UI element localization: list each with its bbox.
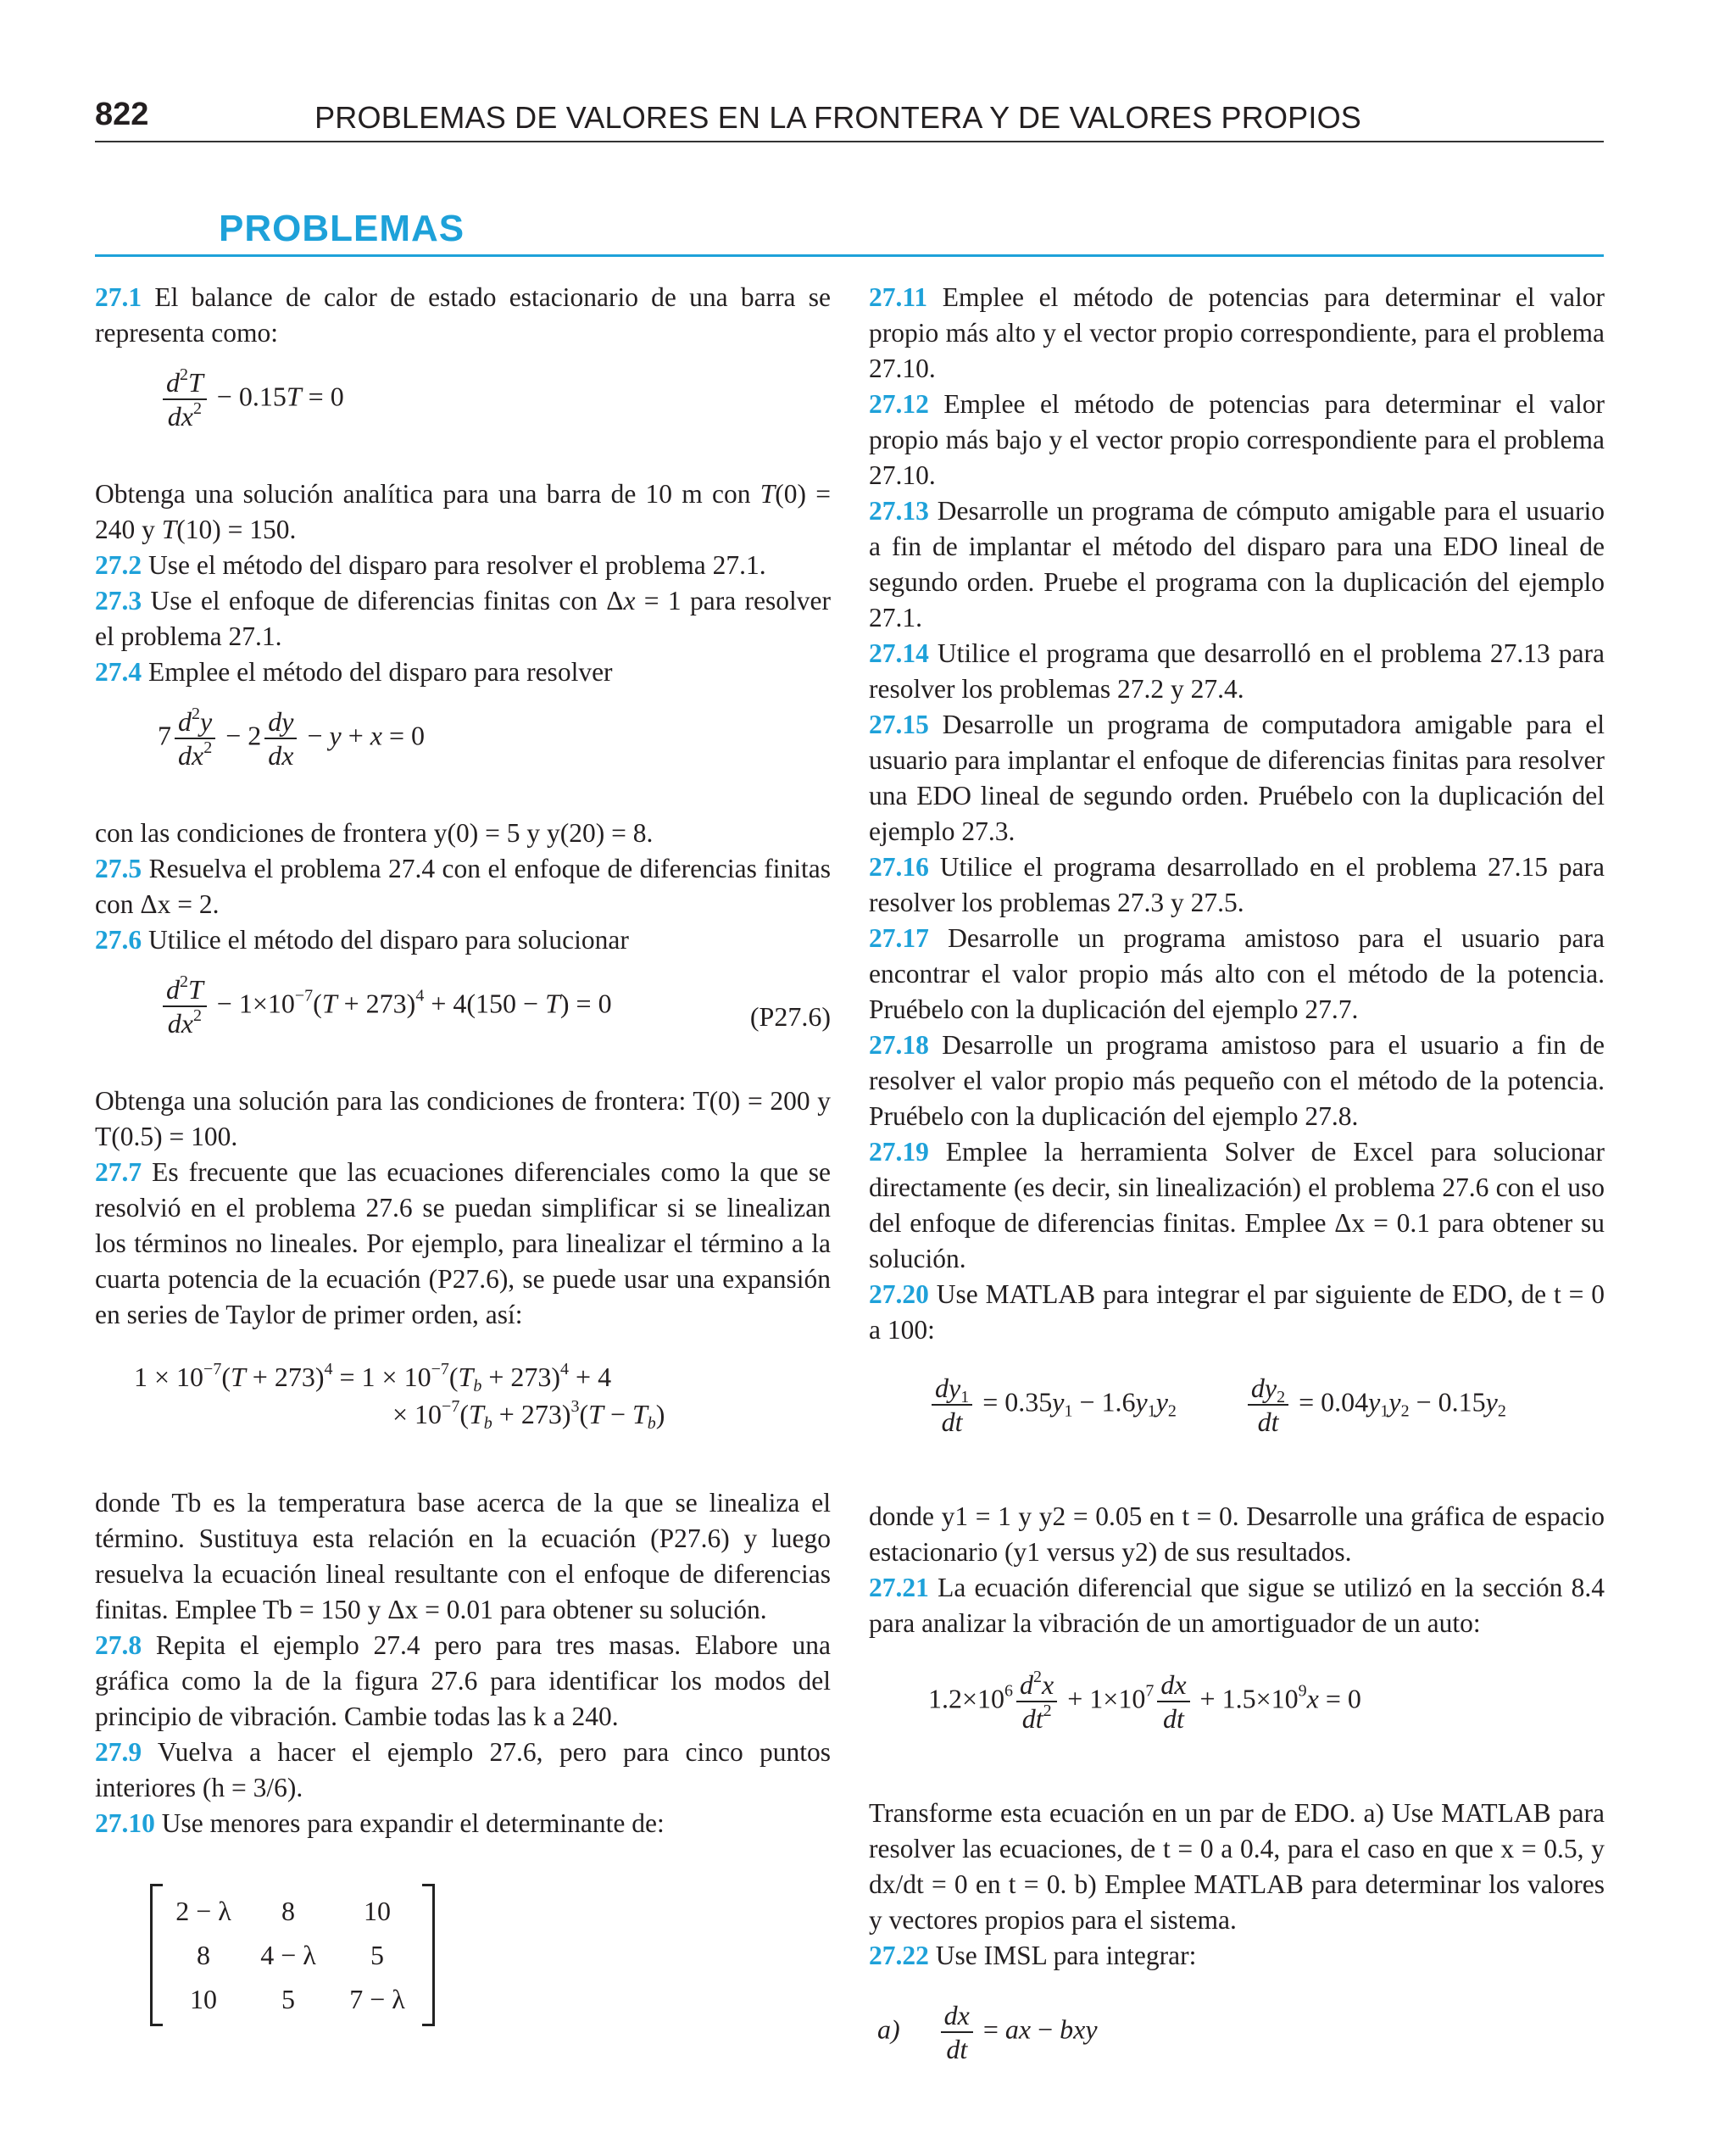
problem-27-6: 27.6 Utilice el método del disparo para solucionar	[95, 925, 629, 955]
equation-27-20: $\frac{dy_1}{dt}$ = $0.35y_1 - 1.6y_1y_2$ $\frac{dy_2}{dt}$ = $0.04y_1y_2 - 0.15y_2$	[869, 1348, 1605, 1499]
problem-27-6-cont: Obtenga una solución para las condiciones de frontera: T(0) = 200 y T(0.5) = 100.	[95, 1086, 831, 1151]
problem-27-4: 27.4 Emplee el método del disparo para resolver	[95, 657, 613, 687]
page-header	[95, 93, 1604, 142]
problem-27-7: 27.7 Es frecuente que las ecuaciones diferenciales como la que se resolvió en el problema 27.6 se puedan simplificar si se linealizan los términos no lineales. Por ejemplo, para linealizar el término a la cuarta potencia de la ecuación (P27.6), se puede usar una expansión en series de Taylor de primer orden, así:	[95, 1157, 831, 1329]
matrix-27-10	[95, 1841, 831, 2026]
problem-27-21: 27.21 La ecuación diferencial que sigue se utilizó en la sección 8.4 para analizar la vibración de un amortiguador de un auto:	[869, 1573, 1605, 1638]
right-column	[869, 280, 1605, 2065]
problem-27-19: 27.19 Emplee la herramienta Solver de Excel para solucionar directamente (es decir, sin linealización) el problema 27.6 con el uso del enfoque de diferencias finitas. Emplee Δx = 0.1 para obtener su solución.	[869, 1137, 1605, 1273]
problem-27-9: 27.9 Vuelva a hacer el ejemplo 27.6, pero para cinco puntos interiores (h = 3/6).	[95, 1737, 831, 1802]
problem-27-14: 27.14 Utilice el programa que desarrolló en el problema 27.13 para resolver los problemas 27.2 y 27.4.	[869, 638, 1605, 704]
problem-27-1-cont: Obtenga una solución analítica para una barra de 10 m con T(0) = 240 y T(10) = 150.	[95, 479, 831, 544]
problem-27-4-cont: con las condiciones de frontera y(0) = 5 y y(20) = 8.	[95, 818, 654, 848]
problem-27-10: 27.10 Use menores para expandir el determinante de:	[95, 1808, 665, 1838]
equation-27-22a: a) $\frac{dx}{dt}$ = ax − bxy	[877, 2000, 1098, 2064]
equation-27-21: $1.2\times 10^6$ $\frac{d^2x}{dt^2}$ + $1\times 10^7$ $\frac{dx}{dt}$ + $1.5\times 10^9x = 0$	[928, 1668, 1361, 1734]
equation-27-1: $\frac{d^2T}{dx^2}$ − 0.15T = 0	[95, 351, 831, 476]
problem-27-1: 27.1 El balance de calor de estado estacionario de una barra se representa como:	[95, 282, 831, 348]
problem-27-15: 27.15 Desarrolle un programa de computadora amigable para el usuario para implantar el enfoque de diferencias finitas para resolver una EDO lineal de segundo orden. Pruébelo con la duplicación del ejemplo 27.3.	[869, 710, 1605, 846]
problem-27-11: 27.11 Emplee el método de potencias para determinar el valor propio más alto y el vector propio correspondiente, para el problema 27.10.	[869, 282, 1605, 383]
problem-27-22: 27.22 Use IMSL para integrar:	[869, 1941, 1197, 1970]
problem-27-18: 27.18 Desarrolle un programa amistoso para el usuario a fin de resolver el valor propio más pequeño con el método de la potencia. Pruébelo con la duplicación del ejemplo 27.8.	[869, 1030, 1605, 1131]
problem-27-20: 27.20 Use MATLAB para integrar el par siguiente de EDO, de t = 0 a 100:	[869, 1279, 1605, 1345]
problem-27-17: 27.17 Desarrolle un programa amistoso para el usuario para encontrar el valor propio más alto con el método de la potencia. Pruébelo con la duplicación del ejemplo 27.7.	[869, 923, 1605, 1024]
equation-p27-6: $\frac{d^2T}{dx^2}$ − $1\times 10^{-7}(T + 273)^4 + 4(150 - T) = 0$ (P27.6)	[95, 958, 831, 1083]
problem-27-2: 27.2 Use el método del disparo para resolver el problema 27.1.	[95, 550, 766, 580]
left-column	[95, 280, 831, 2026]
equation-label: (P27.6)	[749, 1001, 831, 1032]
problem-27-20-cont: donde y1 = 1 y y2 = 0.05 en t = 0. Desarrolle una gráfica de espacio estacionario (y1 versus y2) de sus resultados.	[869, 1501, 1605, 1567]
equation-taylor: $1 \times 10^{-7}(T + 273)^4 = 1 \times 10^{-7}(T_b + 273)^4 + 4$ × $10^{-7}(T_b + 273)^3(T - T_b)$	[134, 1360, 665, 1433]
problem-27-8: 27.8 Repita el ejemplo 27.4 pero para tres masas. Elabore una gráfica como la de la figura 27.6 para identificar los modos del principio de vibración. Cambie todas las k a 240.	[95, 1630, 832, 1731]
running-title: PROBLEMAS DE VALORES EN LA FRONTERA Y DE VALORES PROPIOS	[314, 100, 1361, 135]
problem-27-5: 27.5 Resuelva el problema 27.4 con el enfoque de diferencias finitas con Δx = 2.	[95, 854, 832, 919]
problem-27-13: 27.13 Desarrolle un programa de cómputo amigable para el usuario a fin de implantar el método del disparo para una EDO lineal de segundo orden. Pruebe el programa con la duplicación del ejemplo 27.1.	[869, 496, 1605, 632]
section-rule	[95, 254, 1604, 257]
problem-27-7-cont: donde Tb es la temperatura base acerca de la que se linealiza el término. Sustituya esta relación en la ecuación (P27.6) y luego resuelva la ecuación lineal resultante con el enfoque de diferencias finitas. Emplee Tb = 150 y Δx = 0.01 para obtener su solución.	[95, 1488, 831, 1624]
determinant-matrix: 2 − λ 8 10 8 4 − λ 5 10 5 7 − λ	[150, 1884, 435, 2026]
page-number: 822	[95, 97, 149, 132]
section-title: PROBLEMAS	[219, 208, 465, 249]
equation-27-4: 7 $\frac{d^2y}{dx^2}$ − 2 $\frac{dy}{dx}$ − y + x = 0	[158, 705, 425, 771]
problem-27-12: 27.12 Emplee el método de potencias para determinar el valor propio más bajo y el vector propio correspondiente para el problema 27.10.	[869, 389, 1605, 490]
problem-27-21-cont: Transforme esta ecuación en un par de EDO. a) Use MATLAB para resolver las ecuaciones, de t = 0 a 0.4, para el caso en que x = 0.5, y dx/dt = 0 en t = 0. b) Emplee MATLAB para determinar los valores y vectores propios para el sistema.	[869, 1798, 1605, 1935]
problem-27-3: 27.3 Use el enfoque de diferencias finitas con Δx = 1 para resolver el problema 27.1.	[95, 586, 832, 651]
problem-27-16: 27.16 Utilice el programa desarrollado en el problema 27.15 para resolver los problemas 27.3 y 27.5.	[869, 852, 1605, 917]
